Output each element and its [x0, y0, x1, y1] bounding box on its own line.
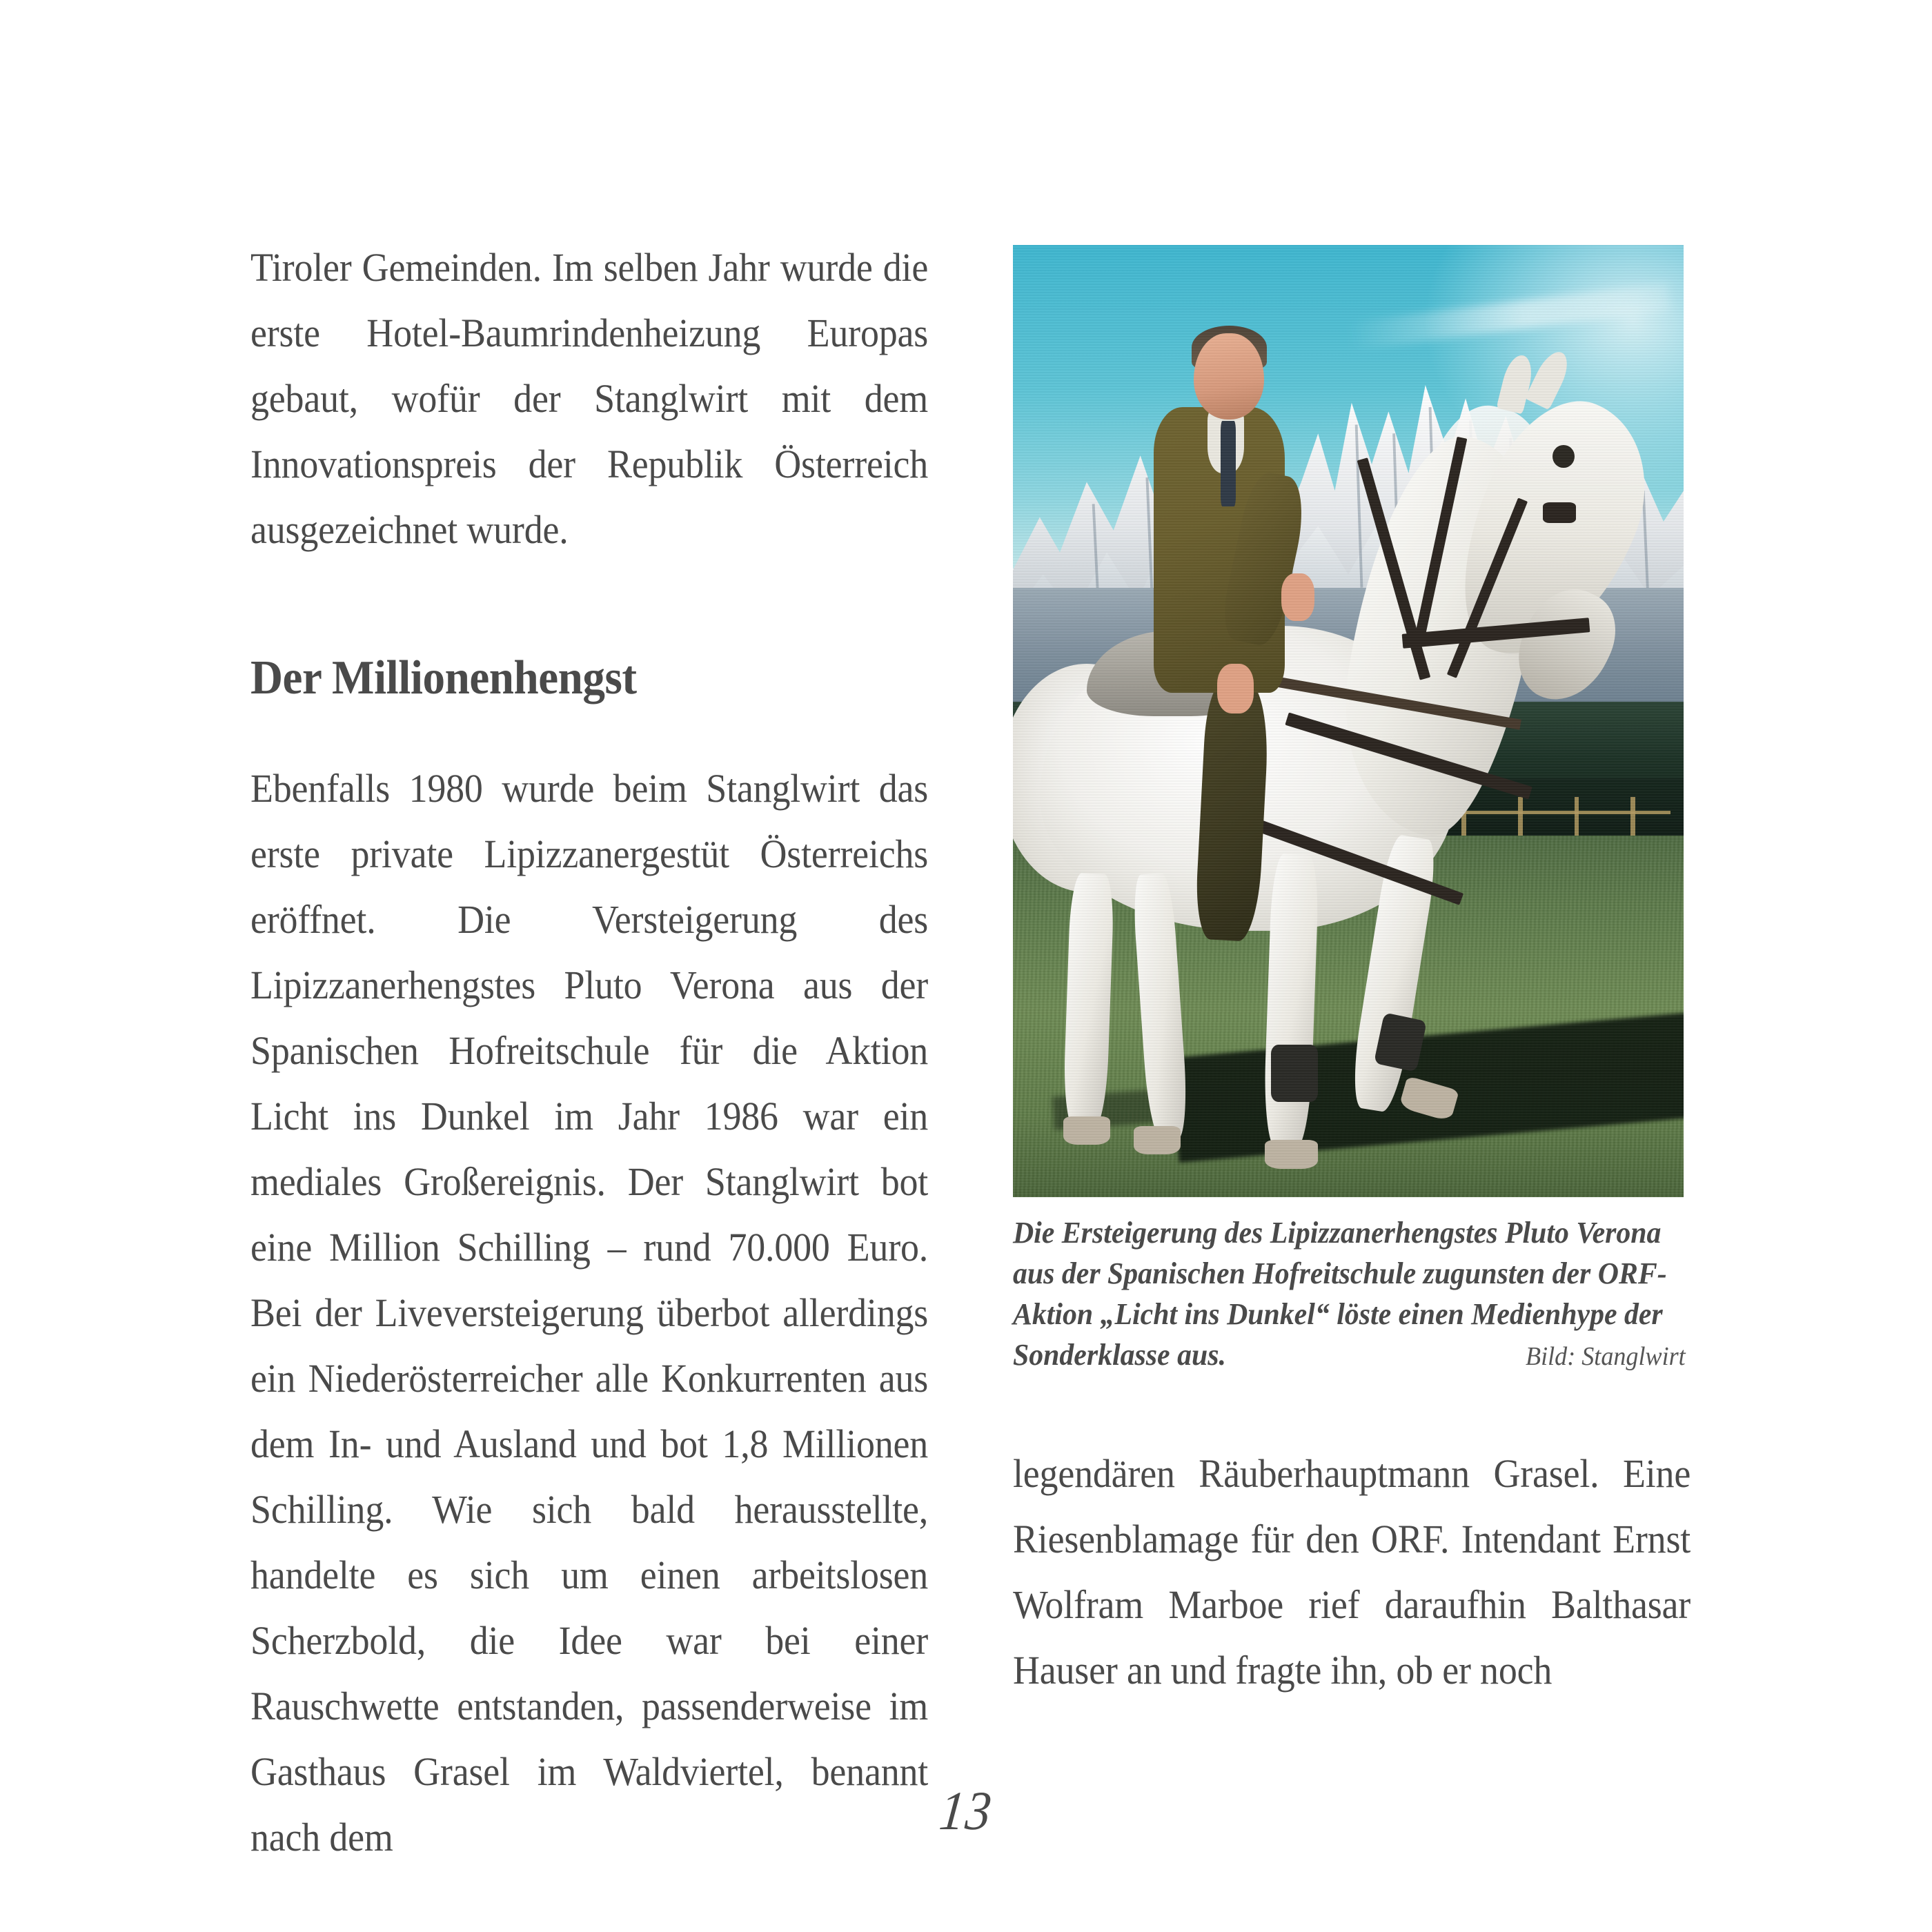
leg-wrap [1271, 1045, 1318, 1102]
paragraph-intro: Tiroler Gemeinden. Im selben Jahr wurde die erste Hotel-Baumrindenheizung Europas gebaut, wofür der Stanglwirt mit dem Innovationspreis der Republik Österreich ausgezeichnet wurde. [250, 245, 929, 552]
horse-hoof [1134, 1126, 1181, 1154]
paragraph-body-right: legendären Räuberhauptmann Grasel. Eine Riesenblamage für den ORF. Intendant Ernst Wolfram Marboe rief daraufhin Balthasar Hauser an und fragte ihn, ob er noch [1013, 1451, 1691, 1693]
caption-line: aus der Spanischen Hofreitschule zugunsten der ORF- [1013, 1256, 1667, 1290]
right-text-column [1013, 1441, 1691, 1703]
section-heading: Der Millionenhengst [250, 651, 637, 704]
rider-hand [1217, 664, 1253, 713]
rider-hand [1281, 573, 1315, 621]
horse-hoof [1063, 1116, 1110, 1145]
rider-head [1194, 333, 1264, 419]
horse-hoof [1265, 1140, 1319, 1168]
horse-eye [1552, 445, 1574, 468]
spacer-after-heading [250, 706, 928, 756]
bit-buckle [1543, 502, 1577, 523]
spacer-after-intro [250, 562, 928, 651]
photo-canvas [1013, 245, 1684, 1197]
paragraph-body-left: Ebenfalls 1980 wurde beim Stanglwirt das erste private Lipizzanergestüt Österreichs eröffnet. Die Versteigerung des Lipizzanerhengstes Pluto Verona aus der Spanischen Hofreitschule für die Aktion Licht ins Dunkel im Jahr 1986 war ein mediales Großereignis. Der Stanglwirt bot eine Million Schilling – rund 70.000 Euro. Bei der Liveversteigerung überbot allerdings ein Niederösterreicher alle Konkurrenten aus dem In- und Ausland und bot 1,8 Millionen Schilling. Wie sich bald herausstellte, handelte es sich um einen arbeitslosen Scherzbold, die Idee war bei einer Rauschwette entstanden, passenderweise im Gasthaus Grasel im Waldviertel, benannt nach dem [250, 766, 929, 1860]
caption-line: Aktion „Licht ins Dunkel“ löste einen Medienhype der [1013, 1297, 1663, 1331]
caption-last-line-row [1013, 1334, 1686, 1375]
left-text-column [250, 235, 928, 1870]
caption-line: Sonderklasse aus. [1013, 1338, 1226, 1372]
rider-tie [1221, 421, 1235, 506]
figure-photo [1013, 245, 1684, 1197]
page-number: 13 [936, 1781, 996, 1842]
photo-credit: Bild: Stanglwirt [1526, 1342, 1686, 1371]
caption-line: Die Ersteigerung des Lipizzanerhengstes Pluto Verona [1013, 1216, 1662, 1250]
figure-caption [1013, 1212, 1686, 1375]
